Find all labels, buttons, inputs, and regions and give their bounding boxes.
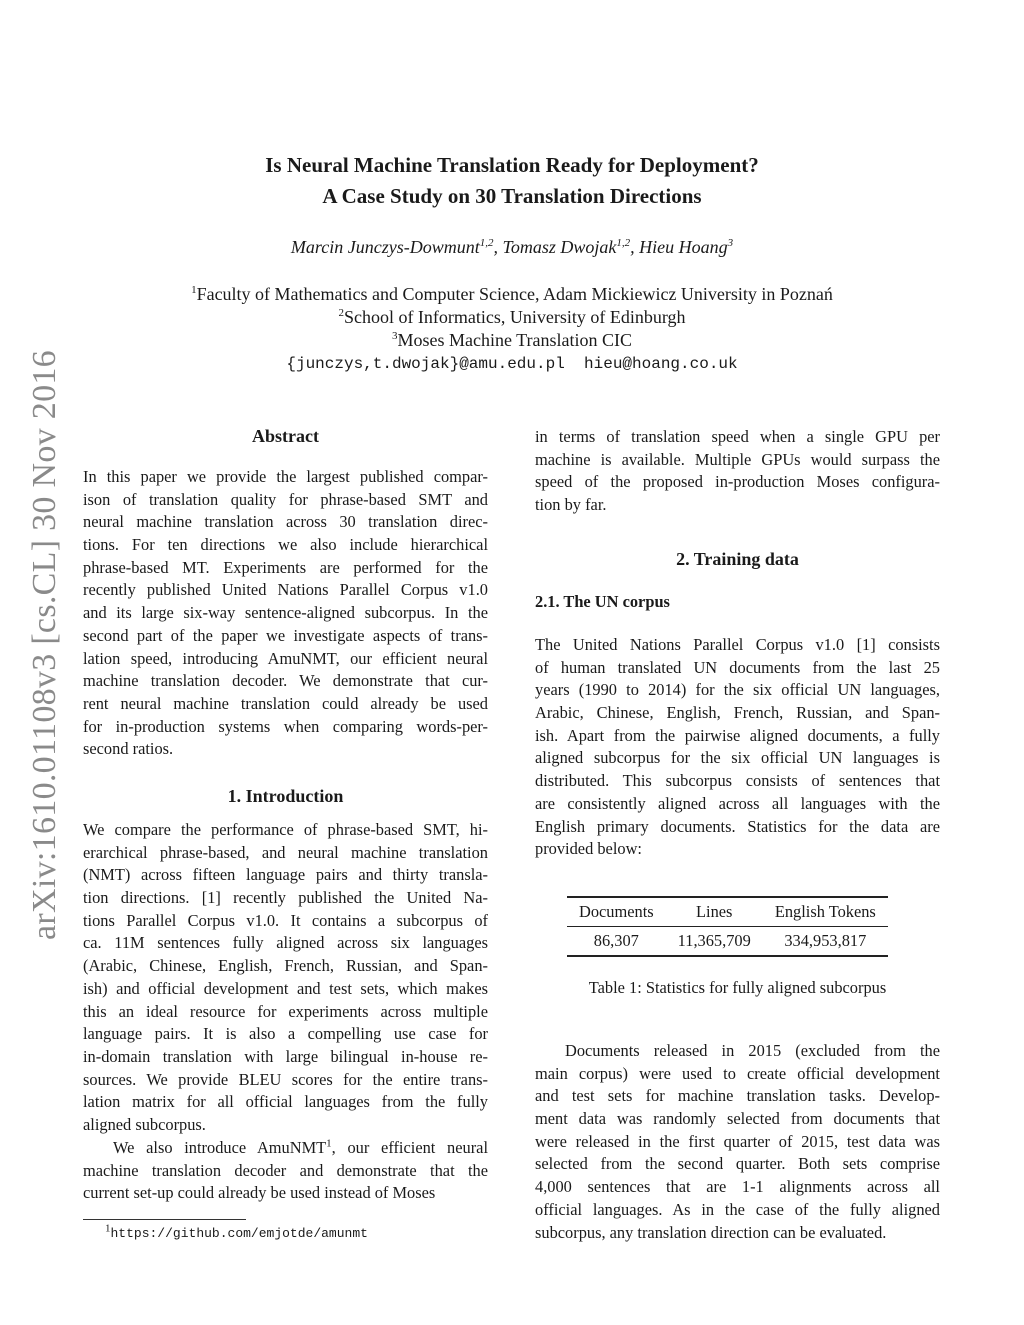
text-line: (NMT) across fifteen language pairs and thirty transla- <box>83 865 488 885</box>
un-corpus-para <box>535 634 940 861</box>
table-cell: 11,365,709 <box>677 931 751 950</box>
text-line: ca. 11M sentences fully aligned across six languages <box>83 933 488 953</box>
author: Tomasz Dwojak <box>502 237 617 257</box>
introduction-para-2 <box>83 1137 488 1205</box>
text-line: in terms of translation speed when a single GPU per <box>535 427 940 446</box>
table-header: Documents <box>579 902 654 921</box>
text-line: second part of the paper we investigate aspects of trans- <box>83 625 488 645</box>
affil-sup: 1 <box>191 284 197 296</box>
text-line: lation speed, introducing AmuNMT, our efficient neural <box>83 648 488 668</box>
affiliation <box>0 329 1024 352</box>
abstract-body <box>83 466 488 761</box>
text-line: phrase-based MT. Experiments are performed for the <box>83 557 488 577</box>
affil-text: Moses Machine Translation CIC <box>397 330 632 350</box>
text-span: We also introduce AmuNMT <box>113 1138 327 1157</box>
text-line: main corpus) were used to create official development <box>535 1063 940 1083</box>
author: Marcin Junczys-Dowmunt <box>290 237 480 257</box>
text-span: , our efficient neural <box>331 1138 489 1157</box>
footnote <box>105 1222 368 1241</box>
text-line: We compare the performance of phrase-based SMT, hi- <box>83 820 488 839</box>
author-affil-sup: 1,2 <box>479 237 494 249</box>
section-2-heading: 2. Training data <box>676 549 799 569</box>
footnote-marker: 1 <box>326 1137 332 1150</box>
dev-test-para <box>535 1040 940 1244</box>
subsection-2-1-heading: 2.1. The UN corpus <box>535 592 670 611</box>
table-header: English Tokens <box>774 902 876 921</box>
text-line: rent neural machine translation could already be used <box>83 693 488 713</box>
text-line: aligned subcorpus. <box>83 1114 206 1134</box>
statistics-table <box>567 896 888 957</box>
text-line: tions Parallel Corpus v1.0. It contains a subcorpus of <box>83 910 488 930</box>
separator: , <box>630 237 640 257</box>
affil-text: Faculty of Mathematics and Computer Science, Adam Mickiewicz University in Poznań <box>196 284 833 304</box>
text-line: ment data was randomly selected from documents that <box>535 1109 940 1129</box>
text-line <box>83 1137 488 1160</box>
introduction-heading: 1. Introduction <box>227 786 344 806</box>
author-affil-sup: 3 <box>727 237 734 249</box>
footnote-url[interactable]: https://github.com/emjotde/amunmt <box>110 1226 368 1241</box>
affiliation <box>0 283 1024 306</box>
text-line: years (1990 to 2014) for the six official UN languages, <box>535 680 940 700</box>
text-line: are consistently aligned across all languages with the <box>535 793 940 813</box>
text-line: Arabic, Chinese, English, French, Russian, and Span- <box>535 703 940 723</box>
paper-title-line-2: A Case Study on 30 Translation Directions <box>322 184 702 208</box>
emails: {junczys,t.dwojak}@amu.edu.pl hieu@hoang.co.uk <box>286 355 738 373</box>
text-line: tion directions. [1] recently published the United Na- <box>83 888 488 908</box>
continued-paragraph <box>535 426 940 517</box>
table-cell: 334,953,817 <box>784 931 867 950</box>
text-line: current set-up could already be used instead of Moses <box>83 1183 436 1203</box>
text-line: ish) and official development and test sets, which makes <box>83 978 488 998</box>
table-cell: 86,307 <box>593 931 639 950</box>
text-line: of human translated UN documents from the last 25 <box>535 657 940 677</box>
text-line: selected from the second quarter. Both sets comprise <box>535 1154 940 1174</box>
text-line: Documents released in 2015 (excluded from the <box>565 1041 940 1060</box>
affil-sup: 3 <box>391 330 398 342</box>
text-line: machine translation decoder and demonstrate that the <box>83 1160 488 1180</box>
text-line: second ratios. <box>83 739 174 759</box>
text-line: sources. We provide BLEU scores for the entire trans- <box>83 1069 488 1089</box>
para-lines <box>83 1160 488 1205</box>
text-line: erarchical phrase-based, and neural machine translation <box>83 842 488 862</box>
text-line: ison of translation quality for phrase-based SMT and <box>83 489 488 509</box>
text-line: 4,000 sentences that are 1-1 alignments across all <box>535 1177 940 1197</box>
text-line: In this paper we provide the largest published compar- <box>83 467 488 486</box>
text-line: distributed. This subcorpus consists of sentences that <box>535 771 940 791</box>
text-line: The United Nations Parallel Corpus v1.0 [1] consists <box>535 635 940 654</box>
paper-title-line-1: Is Neural Machine Translation Ready for Deployment? <box>265 153 759 177</box>
author: Hieu Hoang <box>639 237 728 257</box>
author-list <box>0 236 1024 259</box>
table-caption: Table 1: Statistics for fully aligned subcorpus <box>588 978 887 997</box>
text-line: aligned subcorpus for the six official UN languages is <box>535 748 940 768</box>
author-affil-sup: 1,2 <box>616 237 631 249</box>
text-line: (Arabic, Chinese, English, French, Russian, and Span- <box>83 956 488 976</box>
affiliation <box>0 306 1024 329</box>
footnote-rule <box>83 1219 246 1220</box>
text-line: tion by far. <box>535 495 607 515</box>
text-line: and its large six-way sentence-aligned subcorpus. In the <box>83 603 488 623</box>
text-line: lation matrix for all official languages from the fully <box>83 1092 488 1112</box>
table-row <box>567 927 888 957</box>
text-line: tions. For ten directions we also include hierarchical <box>83 535 488 555</box>
table-header-row <box>567 897 888 927</box>
text-line: for in-production systems when comparing words-per- <box>83 716 488 736</box>
footnote-sup: 1 <box>105 1222 111 1235</box>
abstract-heading: Abstract <box>252 426 319 446</box>
text-line: neural machine translation across 30 translation direc- <box>83 512 488 532</box>
affil-text: School of Informatics, University of Edinburgh <box>343 307 686 327</box>
text-line: official languages. As in the case of the fully aligned <box>535 1199 940 1219</box>
text-line: recently published United Nations Parallel Corpus v1.0 <box>83 580 488 600</box>
text-line: in-domain translation with large bilingual in-house re- <box>83 1046 488 1066</box>
text-line: subcorpus, any translation direction can be evaluated. <box>535 1222 887 1242</box>
arxiv-identifier: arXiv:1610.01108v3 [cs.CL] 30 Nov 2016 <box>26 350 63 940</box>
text-line: machine is available. Multiple GPUs would surpass the <box>535 449 940 469</box>
separator: , <box>493 237 503 257</box>
text-line: were released in the first quarter of 2015, test data was <box>535 1131 940 1151</box>
table-header: Lines <box>696 902 733 921</box>
text-line: speed of the proposed in-production Moses configura- <box>535 472 940 492</box>
text-line: provided below: <box>535 839 642 859</box>
text-line: English primary documents. Statistics for the data are <box>535 816 940 836</box>
introduction-para-1 <box>83 819 488 1137</box>
affil-sup: 2 <box>338 307 344 319</box>
text-line: machine translation decoder. We demonstrate that cur- <box>83 671 488 691</box>
text-line: language pairs. It is also a compelling use case for <box>83 1024 488 1044</box>
text-line: this an ideal resource for experiments across multiple <box>83 1001 488 1021</box>
text-line: ish. Apart from the pairwise aligned documents, a fully <box>535 725 940 745</box>
text-line: and test sets for machine translation tasks. Develop- <box>535 1086 940 1106</box>
